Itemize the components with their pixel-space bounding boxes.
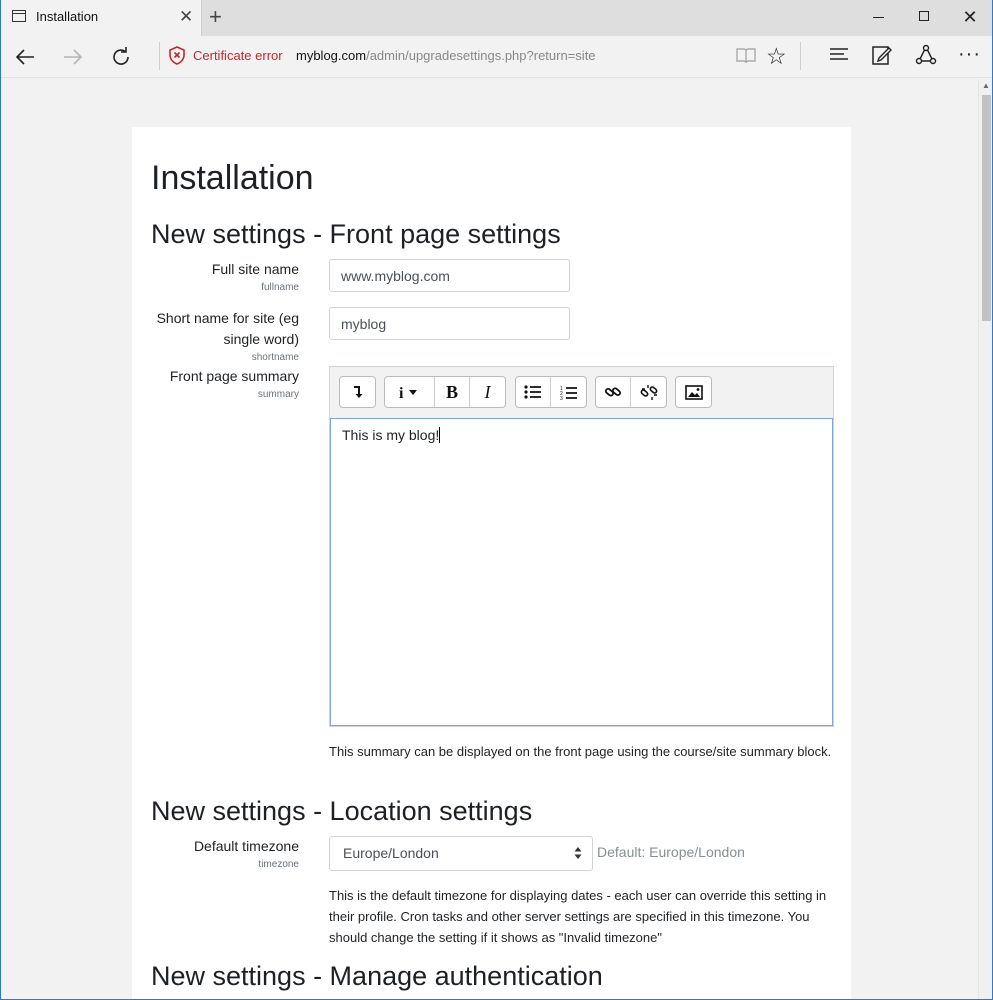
favorite-star-icon[interactable]: ☆ xyxy=(766,43,787,69)
fullname-label-text: Full site name xyxy=(211,261,299,277)
hub-icon[interactable] xyxy=(829,47,849,63)
scroll-up-icon[interactable]: ▲ xyxy=(982,81,990,90)
timezone-default-note: Default: Europe/London xyxy=(597,844,745,860)
share-icon[interactable] xyxy=(915,44,937,66)
nav-divider-2 xyxy=(800,42,801,70)
bold-button[interactable] xyxy=(435,377,470,407)
summary-content: This is my blog! xyxy=(342,427,440,443)
svg-text:2: 2 xyxy=(559,390,563,397)
url-field[interactable] xyxy=(296,48,596,63)
section-title-location: New settings - Location settings xyxy=(151,796,533,826)
svg-text:1: 1 xyxy=(559,385,563,392)
unlink-button[interactable] xyxy=(631,377,666,407)
summary-key: summary xyxy=(257,389,299,400)
shortname-label-text: Short name for site (eg single word) xyxy=(156,310,299,347)
fullname-label xyxy=(129,259,299,294)
fullname-input[interactable] xyxy=(329,259,570,292)
unlink-icon xyxy=(640,383,658,401)
show-more-buttons[interactable] xyxy=(340,377,375,407)
reading-view-icon[interactable] xyxy=(735,46,757,66)
shortname-label xyxy=(129,308,299,364)
toolbar-group-style xyxy=(384,376,506,408)
timezone-key: timezone xyxy=(258,859,299,870)
page-icon xyxy=(12,10,26,22)
toolbar-group-links xyxy=(595,376,667,408)
timezone-label-text: Default timezone xyxy=(193,838,299,854)
maximize-button[interactable] xyxy=(901,0,947,34)
section-title-authentication: New settings - Manage authentication xyxy=(151,961,603,991)
image-icon xyxy=(685,385,703,400)
collapse-arrow-icon xyxy=(352,385,364,399)
maximize-icon xyxy=(919,11,929,21)
timezone-selected-value: Europe/London xyxy=(343,845,439,861)
summary-label xyxy=(129,366,299,401)
title-bar xyxy=(1,0,993,36)
fullname-key: fullname xyxy=(261,282,299,293)
certificate-error-label[interactable]: Certificate error xyxy=(193,48,283,63)
numbered-list-icon xyxy=(560,385,578,400)
web-note-icon[interactable] xyxy=(871,44,893,66)
shield-error-icon[interactable] xyxy=(168,46,186,65)
italic-button[interactable] xyxy=(470,377,505,407)
tab-title: Installation xyxy=(36,9,99,24)
paragraph-style-button[interactable] xyxy=(385,377,435,407)
scroll-thumb[interactable] xyxy=(982,95,991,321)
back-arrow-icon xyxy=(13,45,37,69)
page-viewport xyxy=(1,79,978,1000)
refresh-icon xyxy=(109,45,133,69)
browser-tab[interactable] xyxy=(1,0,202,36)
minimize-icon xyxy=(873,17,884,18)
italic-icon: I xyxy=(484,381,491,402)
address-bar xyxy=(1,36,993,78)
timezone-help-text: This is the default timezone for displaying dates - each user can override this setting in their profile. Cron tasks and other server settings are specified in this timezone. You should change the setting if it shows as "Invalid timezone" xyxy=(329,888,827,945)
unordered-list-button[interactable] xyxy=(516,377,551,407)
bullet-list-icon xyxy=(524,385,542,399)
insert-image-button[interactable] xyxy=(676,377,711,407)
forward-button[interactable] xyxy=(58,42,88,72)
toolbar-group-media xyxy=(675,376,712,408)
summary-textarea[interactable] xyxy=(330,418,833,726)
bold-icon: B xyxy=(445,381,458,402)
forward-arrow-icon xyxy=(61,45,85,69)
vertical-scrollbar[interactable] xyxy=(978,79,993,1000)
link-icon xyxy=(604,383,622,401)
back-button[interactable] xyxy=(10,42,40,72)
text-caret xyxy=(439,427,440,443)
summary-help-text: This summary can be displayed on the front page using the course/site summary block. xyxy=(329,744,832,759)
summary-editor xyxy=(329,366,834,727)
section-title-front-page: New settings - Front page settings xyxy=(151,219,561,249)
select-arrows-icon xyxy=(574,846,582,860)
shortname-key: shortname xyxy=(251,352,299,363)
svg-text:i: i xyxy=(398,385,403,400)
refresh-button[interactable] xyxy=(106,42,136,72)
svg-text:3: 3 xyxy=(559,395,563,400)
url-host: myblog.com xyxy=(296,48,367,63)
close-tab-icon[interactable]: ✕ xyxy=(179,7,194,26)
page-title: Installation xyxy=(151,159,314,197)
summary-label-text: Front page summary xyxy=(169,368,299,384)
info-style-icon xyxy=(397,384,423,400)
url-path: /admin/upgradesettings.php?return=site xyxy=(366,48,596,63)
new-tab-icon[interactable]: + xyxy=(209,4,222,29)
ordered-list-button[interactable] xyxy=(551,377,586,407)
shortname-input[interactable] xyxy=(329,307,570,340)
timezone-label xyxy=(129,836,299,871)
page-content xyxy=(132,127,851,1000)
link-button[interactable] xyxy=(596,377,631,407)
minimize-button[interactable] xyxy=(855,0,901,34)
nav-divider xyxy=(159,42,160,70)
more-icon[interactable]: ··· xyxy=(958,43,981,65)
toolbar-group-lists xyxy=(515,376,587,408)
editor-toolbar xyxy=(330,367,833,418)
timezone-select[interactable] xyxy=(329,836,593,871)
close-window-button[interactable]: ✕ xyxy=(962,7,978,27)
toolbar-group-collapse xyxy=(339,376,376,408)
